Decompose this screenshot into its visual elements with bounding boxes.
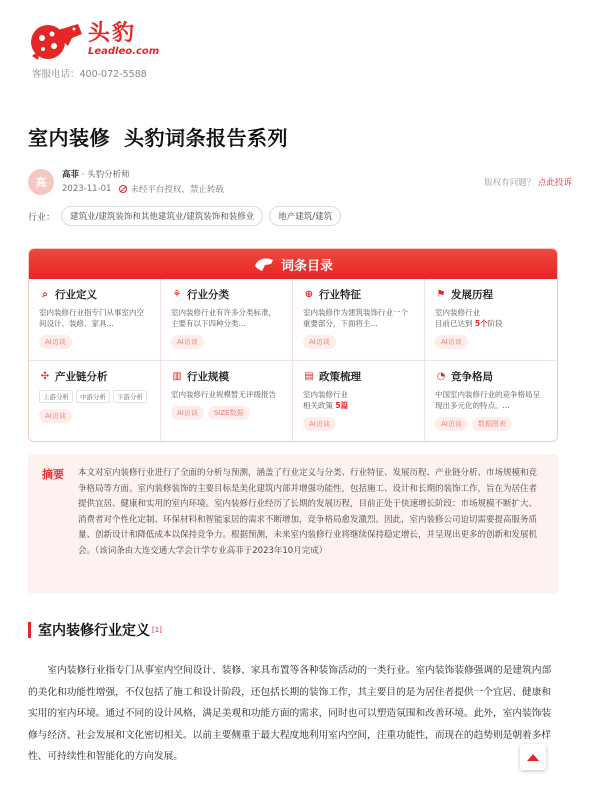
toc-item-desc: 室内装修作为建筑装饰行业一个重要部分，下面将主... [303,308,408,328]
publish-date: 2023-11-01 [62,184,112,194]
summary-text: 本文对室内装修行业进行了全面的分析与预测，涵盖了行业定义与分类、行业特征、发展历程、产业链分析、市场规模和竞争格局等方面。室内装修装饰的主要目标是美化建筑内部并增强功能性，包括施工、设计和长期的装饰工作，旨在为居住者提供宜居、健康和实用的室内环境。室内装修行业经历了长期的发展历程，目前正处于快速增长阶段：市场规模不断扩大、消费者对个性化定制、环保材料和智能家居的需求不断增加，竞争格局愈发激烈。因此，室内装修公司迫切需要提高服务质量、创新设计和降低成本以保持竞争力。根据预测，未来室内装修行业将继续保持稳定增长，并呈现出更多的创新和发展机会。（该词条由大连交通大学会计学专业高菲于2023年10月完成） [78,468,538,556]
report-title: 室内装修 [28,126,110,150]
leopard-head-icon [253,256,275,272]
section-heading [28,620,162,640]
desc-line: 相关政策 [303,401,336,410]
toc-item-chain[interactable] [29,361,161,442]
ai-interview-chip[interactable]: AI访谈 [435,335,468,349]
desc-line: 室内装修行业 [303,390,348,399]
report-subtitle: 头豹词条报告系列 [124,126,288,150]
brand-domain: Leadleo.com [88,45,160,57]
brand-name: 头豹 [88,20,137,46]
toc-item-title: 发展历程 [451,289,493,301]
desc-line: 室内装修行业 [435,308,480,317]
toc-item-title: 产业链分析 [55,371,108,383]
toc-item-desc: 室内装修行业有许多分类标准，主要有以下四种分类... [171,308,276,328]
ai-interview-chip[interactable]: AI访谈 [39,409,72,423]
stage-count: 5个 [474,319,488,328]
toc-header [29,249,557,279]
toc-item-features[interactable] [293,279,425,361]
heading-accent-bar [28,622,31,638]
summary-box [28,454,558,594]
ai-interview-chip[interactable]: AI访谈 [171,335,204,349]
upstream-tag[interactable]: 上游分析 [39,390,73,403]
author-name[interactable]: 高菲 [62,170,80,180]
author-role: 头豹分析师 [87,170,130,180]
ai-interview-chip[interactable]: AI访谈 [39,335,72,349]
toc-item-classification[interactable] [161,279,293,361]
no-repost-icon [119,185,127,193]
author-bar: 高 高菲 · 头豹分析师 2023-11-01 未经平台授权、禁止转载 版权有问题？ 点此投诉 [28,168,572,195]
toc-panel [28,248,558,442]
search-doc-icon: ⌕ [42,289,48,300]
industry-tag[interactable]: 地产建筑/建筑 [269,206,341,226]
toc-item-definition[interactable] [29,279,161,361]
toc-item-desc: 室内装修行业规模暂无评级报告 [171,390,276,399]
toc-title: 词条目录 [280,258,333,274]
section-title: 室内装修行业定义 [38,623,150,639]
site-header [28,16,159,80]
policy-count: 5篇 [335,401,349,410]
org-chart-icon: ⚘ [172,289,182,300]
downstream-tag[interactable]: 下游分析 [113,390,147,403]
desc-line: 目前已达到 [435,319,475,328]
back-to-top-button[interactable] [520,744,546,770]
toc-item-title: 行业定义 [55,289,97,301]
license-notice: 未经平台授权、禁止转载 [130,185,224,195]
industry-tag[interactable]: 建筑业/建筑装饰和其他建筑业/建筑装饰和装修业 [61,206,263,226]
toc-item-scale[interactable] [161,361,293,442]
arrow-up-icon [527,754,539,761]
ai-interview-chip[interactable]: AI访谈 [435,417,468,431]
toc-item-title: 行业规模 [187,371,229,383]
toc-item-desc [303,389,414,411]
avatar[interactable]: 高 [28,169,54,195]
toc-item-title: 竞争格局 [451,371,493,383]
complaint-link[interactable]: 点此投诉 [537,177,572,188]
page-title [28,122,288,151]
toc-item-desc: 室内装修行业指专门从事室内空间设计、装修、家具... [39,308,144,328]
feedback-prompt: 版权有问题？ [484,177,536,188]
data-chart-chip[interactable]: 数据图表 [472,417,512,431]
toc-item-competition[interactable] [425,361,557,442]
toc-item-desc [435,307,547,329]
toc-item-title: 行业特征 [319,289,361,301]
toc-item-policy[interactable] [293,361,425,442]
policy-icon: ▤ [304,371,314,382]
bar-chart-icon: ▥ [172,371,182,382]
definition-paragraph: 室内装修行业指专门从事室内空间设计、装修、家具布置等各种装饰活动的一类行业。室内装饰装修强调的是建筑内部的美化和功能性增强，不仅包括了施工和设计阶段，还包括长期的装饰工作，其主要目的是为居住者提供一个宜居、健康和实用的室内环境。通过不同的设计风格，满足美观和功能方面的需求，同时也可以塑造氛围和改善环境。此外，室内装饰装修与经济、社会发展和文化密切相关。以前主要侧重于最大程度地利用室内空间，注重功能性，而现在的趋势则是朝着多样性、可持续性和智能化的方向发展。 [28,665,552,762]
leopard-logo-icon [28,16,84,62]
midstream-tag[interactable]: 中游分析 [76,390,110,403]
footnote-ref[interactable]: [1] [152,626,162,634]
pie-chart-icon: ◔ [436,371,446,382]
toc-item-title: 行业分类 [187,289,229,301]
size-data-chip[interactable]: SIZE数据 [208,406,250,420]
feature-icon: ⊕ [304,289,314,300]
brand-logo[interactable] [28,16,159,62]
history-icon: ⚑ [436,289,446,300]
summary-label: 摘要 [42,468,64,481]
copyright-feedback [484,176,572,188]
ai-interview-chip[interactable]: AI访谈 [303,417,336,431]
toc-item-title: 政策梳理 [319,371,361,383]
chain-icon: ✣ [40,371,50,382]
ai-interview-chip[interactable]: AI访谈 [171,406,204,420]
hotline-text: 客服电话：400-072-5588 [32,69,147,80]
industry-label: 行业： [28,212,56,223]
toc-item-desc: 中国室内装修行业的竞争格局呈现出多元化的特点。... [435,390,540,410]
industry-tags [28,206,341,226]
toc-item-history[interactable] [425,279,557,361]
desc-line: 阶段 [487,319,503,328]
ai-interview-chip[interactable]: AI访谈 [303,335,336,349]
